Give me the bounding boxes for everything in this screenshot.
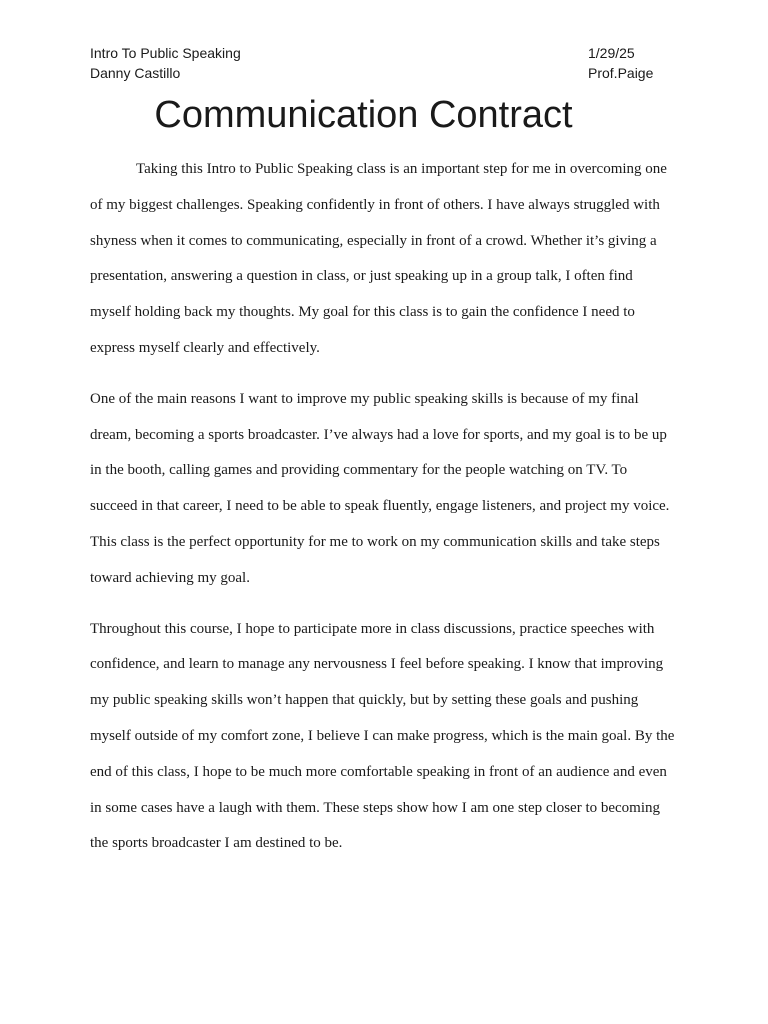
- document-date: 1/29/25: [588, 45, 635, 61]
- paragraph-line: toward achieving my goal.: [90, 569, 250, 586]
- paragraph-line: my public speaking skills won’t happen that quickly, but by setting these goals and pushing: [90, 692, 639, 709]
- course-name: Intro To Public Speaking: [90, 45, 241, 61]
- paragraph-line: express myself clearly and effectively.: [90, 339, 320, 356]
- instructor-name: Prof.Paige: [588, 64, 654, 81]
- paragraph-line: in the booth, calling games and providing commentary for the people watching on TV. To: [90, 462, 628, 479]
- paragraph-line: This class is the perfect opportunity for me to work on my communication skills and take steps: [90, 533, 660, 550]
- paragraph-line: the sports broadcaster I am destined to be.: [90, 835, 343, 852]
- document-title: Communication Contract: [154, 94, 573, 136]
- paragraph-line: Taking this Intro to Public Speaking class is an important step for me in overcoming one: [136, 161, 667, 177]
- paragraph-1: [90, 152, 682, 367]
- header-right-block: [588, 44, 653, 83]
- paragraph-line: shyness when it comes to communicating, especially in front of a crowd. Whether it’s giving a: [90, 232, 657, 249]
- paragraph-line: myself outside of my comfort zone, I believe I can make progress, which is the main goal. By the: [90, 727, 675, 744]
- paragraph-line: confidence, and learn to manage any nervousness I feel before speaking. I know that improving: [90, 656, 664, 673]
- paragraph-line: end of this class, I hope to be much more comfortable speaking in front of an audience and even: [90, 763, 667, 780]
- paragraph-line: myself holding back my thoughts. My goal for this class is to gain the confidence I need to: [90, 304, 635, 321]
- paragraph-line: presentation, answering a question in class, or just speaking up in a group talk, I often find: [90, 268, 633, 285]
- paragraph-line: of my biggest challenges. Speaking confidently in front of others. I have always struggled with: [90, 196, 660, 213]
- paragraph-line: in some cases have a laugh with them. These steps show how I am one step closer to becoming: [90, 799, 661, 816]
- document-body: [90, 152, 682, 877]
- header-left-block: [90, 44, 241, 83]
- paragraph-line: succeed in that career, I need to be able to speak fluently, engage listeners, and project my voice.: [90, 498, 670, 515]
- paragraph-3: [90, 612, 682, 863]
- paragraph-line: One of the main reasons I want to improve my public speaking skills is because of my final: [90, 390, 639, 407]
- author-name: Danny Castillo: [90, 64, 181, 81]
- paragraph-line: Throughout this course, I hope to participate more in class discussions, practice speeches with: [90, 620, 655, 637]
- paragraph-line: dream, becoming a sports broadcaster. I’ve always had a love for sports, and my goal is to be up: [90, 426, 667, 443]
- paragraph-2: [90, 382, 682, 597]
